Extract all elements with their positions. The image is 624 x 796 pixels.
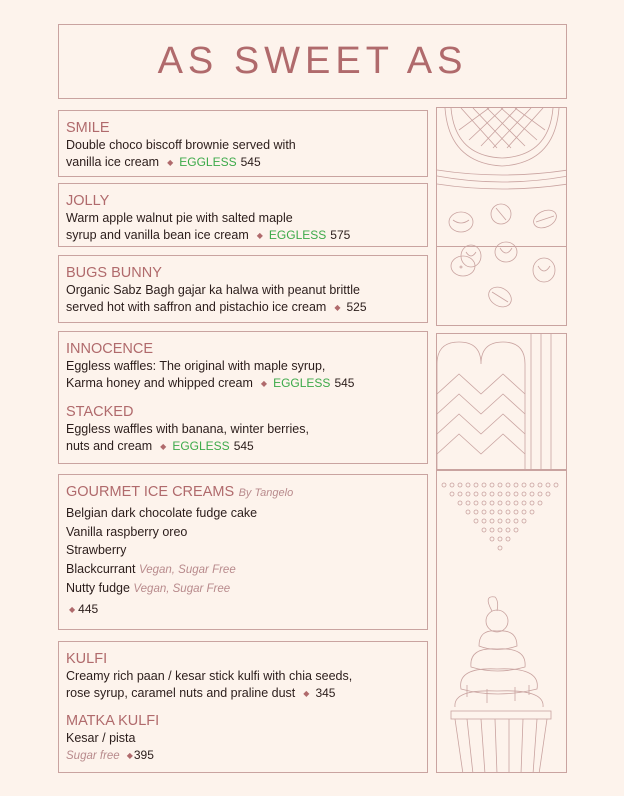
diamond-icon: ◆ — [167, 157, 174, 167]
menu-item: Blackcurrant Vegan, Sugar Free — [66, 561, 236, 576]
menu-title: AS SWEET AS — [157, 40, 468, 82]
dish-desc-line1: Kesar / pista — [66, 731, 136, 745]
diamond-icon: ◆ — [260, 378, 268, 388]
section-price: 445 — [78, 601, 99, 616]
dish-desc-line2: nuts and cream — [66, 438, 153, 453]
dish-name: STACKED — [66, 404, 134, 420]
dish-price: 575 — [330, 227, 351, 242]
dots-triangle-illustration — [442, 483, 558, 550]
section-smile — [58, 110, 428, 177]
menu-item: Belgian dark chocolate fudge cake — [66, 506, 258, 520]
menu-item: Strawberry — [66, 543, 127, 557]
sundae-illustration — [451, 597, 551, 773]
diamond-icon: ◆ — [126, 750, 133, 760]
dish-name: SMILE — [66, 120, 110, 136]
dish-price: 345 — [315, 685, 336, 700]
diamond-icon: ◆ — [160, 441, 167, 451]
dish-name: JOLLY — [66, 193, 110, 209]
diamond-icon: ◆ — [69, 604, 76, 614]
item-note: Sugar free — [66, 749, 120, 762]
menu-item: Vanilla raspberry oreo — [66, 524, 188, 539]
dish-price: 525 — [346, 299, 367, 314]
diamond-icon: ◆ — [334, 302, 341, 312]
waffle-illustration — [436, 333, 567, 470]
section-kulfi — [58, 641, 428, 773]
dish-name: MATKA KULFI — [66, 713, 160, 729]
nuts-group — [436, 182, 567, 327]
title-box — [58, 24, 567, 99]
dish-price: 395 — [133, 747, 154, 762]
dish-desc-line2: Karma honey and whipped cream — [66, 375, 253, 390]
dish-desc-line1: Organic Sabz Bagh gajar ka halwa with peanut brittle — [66, 283, 360, 297]
item-note: Vegan, Sugar Free — [138, 563, 236, 576]
dish-price: 545 — [240, 154, 261, 169]
section-bugs-bunny — [58, 255, 428, 323]
dish-desc-line2: syrup and vanilla bean ice cream — [66, 227, 249, 242]
dish-desc-line2: vanilla ice cream — [66, 154, 160, 169]
section-waffles — [58, 331, 428, 464]
diamond-icon: ◆ — [303, 688, 310, 698]
diamond-icon: ◆ — [256, 230, 263, 240]
dish-desc-line1: Double choco biscoff brownie served with — [66, 138, 296, 152]
dish-price: 545 — [233, 438, 254, 453]
dish-desc-line1: Warm apple walnut pie with salted maple — [66, 211, 293, 225]
dish-desc-line2: served hot with saffron and pistachio ice cream — [66, 299, 327, 314]
eggless-badge: EGGLESS — [273, 375, 331, 390]
item-note: Vegan, Sugar Free — [133, 583, 231, 595]
dish-desc-line1: Creamy rich paan / kesar stick kulfi with chia seeds, — [66, 669, 353, 683]
dish-name: KULFI — [66, 651, 108, 667]
menu-item: Nutty fudge Vegan, Sugar Free — [66, 581, 231, 595]
eggless-badge: EGGLESS — [172, 438, 230, 453]
dish-desc-line1: Eggless waffles with banana, winter berries, — [66, 422, 309, 436]
section-title: GOURMET ICE CREAMS — [66, 484, 235, 500]
dish-desc-line2: rose syrup, caramel nuts and praline dust — [66, 685, 296, 700]
dish-name: BUGS BUNNY — [66, 265, 162, 281]
section-jolly — [58, 183, 428, 247]
dish-price: 545 — [334, 375, 355, 390]
section-subtitle: By Tangelo — [238, 487, 294, 499]
dish-name: INNOCENCE — [66, 341, 154, 357]
section-gourmet-ice-creams — [58, 474, 428, 630]
eggless-badge: EGGLESS — [179, 154, 237, 169]
dish-desc-line1: Eggless waffles: The original with maple syrup, — [66, 359, 326, 373]
sundae-panel — [436, 470, 567, 773]
eggless-badge: EGGLESS — [268, 227, 327, 242]
